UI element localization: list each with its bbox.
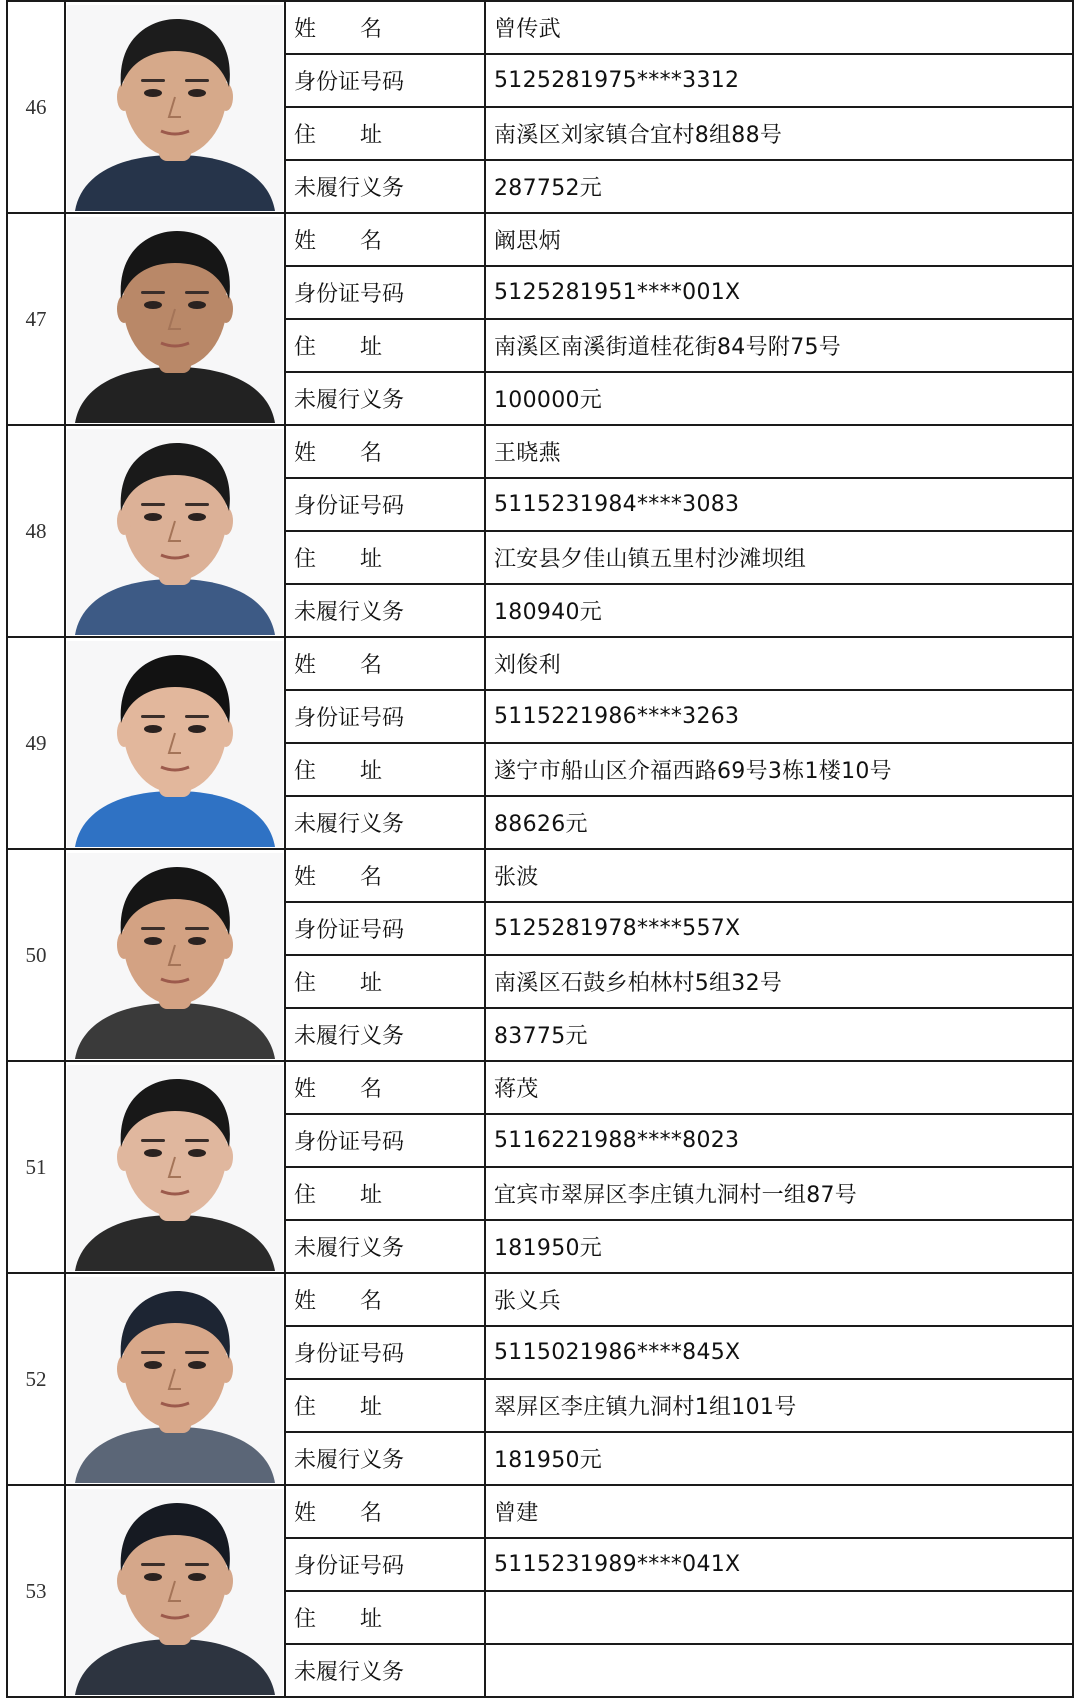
field-label-name: 姓 名 — [285, 213, 485, 266]
left-ear — [117, 507, 131, 535]
left-eyebrow — [141, 1139, 165, 1142]
field-value-id: 5115021986****845X — [485, 1326, 1073, 1379]
field-label-address: 住 址 — [285, 743, 485, 796]
right-eyebrow — [185, 503, 209, 506]
right-ear — [219, 295, 233, 323]
field-label-id: 身份证号码 — [285, 902, 485, 955]
left-ear — [117, 295, 131, 323]
field-value-address: 翠屏区李庄镇九洞村1组101号 — [485, 1379, 1073, 1432]
field-value-name: 曾建 — [485, 1485, 1073, 1538]
roster-body — [7, 1, 1073, 1697]
right-eyebrow — [185, 715, 209, 718]
field-label-debt: 未履行义务 — [285, 372, 485, 425]
left-eye — [144, 1149, 162, 1157]
right-eyebrow — [185, 291, 209, 294]
record-number: 47 — [7, 213, 65, 425]
field-value-id: 5116221988****8023 — [485, 1114, 1073, 1167]
field-value-id: 5115231984****3083 — [485, 478, 1073, 531]
photo-cell — [65, 637, 285, 849]
left-eyebrow — [141, 503, 165, 506]
field-label-address: 住 址 — [285, 531, 485, 584]
right-eye — [188, 937, 206, 945]
record-number: 51 — [7, 1061, 65, 1273]
field-value-debt: 180940元 — [485, 584, 1073, 637]
left-eyebrow — [141, 715, 165, 718]
field-label-debt: 未履行义务 — [285, 1644, 485, 1697]
photo-cell — [65, 425, 285, 637]
field-value-id: 5115231989****041X — [485, 1538, 1073, 1591]
portrait-photo — [67, 641, 283, 847]
field-label-address: 住 址 — [285, 1591, 485, 1644]
left-ear — [117, 1355, 131, 1383]
right-ear — [219, 1355, 233, 1383]
photo-cell — [65, 1, 285, 213]
left-eye — [144, 1573, 162, 1581]
left-eyebrow — [141, 291, 165, 294]
right-eye — [188, 301, 206, 309]
field-label-id: 身份证号码 — [285, 1326, 485, 1379]
field-label-id: 身份证号码 — [285, 690, 485, 743]
field-value-id: 5125281951****001X — [485, 266, 1073, 319]
field-value-id: 5125281978****557X — [485, 902, 1073, 955]
photo-cell — [65, 213, 285, 425]
field-value-id: 5125281975****3312 — [485, 54, 1073, 107]
right-eyebrow — [185, 927, 209, 930]
right-eye — [188, 1149, 206, 1157]
debtor-roster-sheet — [6, 0, 1072, 1685]
field-value-name: 刘俊利 — [485, 637, 1073, 690]
right-ear — [219, 931, 233, 959]
field-value-address: 南溪区刘家镇合宜村8组88号 — [485, 107, 1073, 160]
field-value-address: 南溪区石鼓乡柏林村5组32号 — [485, 955, 1073, 1008]
right-eyebrow — [185, 1139, 209, 1142]
photo-cell — [65, 1061, 285, 1273]
field-value-debt: 181950元 — [485, 1432, 1073, 1485]
left-eyebrow — [141, 79, 165, 82]
debtor-roster-table — [6, 0, 1074, 1698]
field-value-address — [485, 1591, 1073, 1644]
field-label-debt: 未履行义务 — [285, 796, 485, 849]
record-row-name — [7, 1485, 1073, 1538]
field-value-id: 5115221986****3263 — [485, 690, 1073, 743]
field-value-name: 阚思炳 — [485, 213, 1073, 266]
record-number: 50 — [7, 849, 65, 1061]
record-row-name — [7, 425, 1073, 478]
portrait-photo — [67, 1277, 283, 1483]
portrait-photo — [67, 5, 283, 211]
field-label-id: 身份证号码 — [285, 1538, 485, 1591]
field-label-id: 身份证号码 — [285, 266, 485, 319]
left-ear — [117, 719, 131, 747]
right-ear — [219, 507, 233, 535]
right-eye — [188, 1573, 206, 1581]
left-eyebrow — [141, 1563, 165, 1566]
right-eyebrow — [185, 79, 209, 82]
left-eyebrow — [141, 927, 165, 930]
record-row-name — [7, 213, 1073, 266]
field-value-name: 蒋茂 — [485, 1061, 1073, 1114]
field-value-name: 张波 — [485, 849, 1073, 902]
left-eye — [144, 1361, 162, 1369]
field-value-debt — [485, 1644, 1073, 1697]
photo-cell — [65, 849, 285, 1061]
right-ear — [219, 719, 233, 747]
field-label-address: 住 址 — [285, 1379, 485, 1432]
field-label-id: 身份证号码 — [285, 478, 485, 531]
field-label-address: 住 址 — [285, 107, 485, 160]
record-row-name — [7, 1, 1073, 54]
field-label-id: 身份证号码 — [285, 54, 485, 107]
field-label-address: 住 址 — [285, 319, 485, 372]
record-row-name — [7, 637, 1073, 690]
field-label-address: 住 址 — [285, 955, 485, 1008]
field-value-address: 遂宁市船山区介福西路69号3栋1楼10号 — [485, 743, 1073, 796]
right-eyebrow — [185, 1563, 209, 1566]
field-label-debt: 未履行义务 — [285, 160, 485, 213]
field-label-debt: 未履行义务 — [285, 584, 485, 637]
right-eye — [188, 89, 206, 97]
field-label-name: 姓 名 — [285, 849, 485, 902]
record-number: 52 — [7, 1273, 65, 1485]
field-value-debt: 83775元 — [485, 1008, 1073, 1061]
photo-cell — [65, 1485, 285, 1697]
left-ear — [117, 931, 131, 959]
field-value-address: 宜宾市翠屏区李庄镇九洞村一组87号 — [485, 1167, 1073, 1220]
field-value-debt: 88626元 — [485, 796, 1073, 849]
left-ear — [117, 1143, 131, 1171]
right-ear — [219, 83, 233, 111]
field-label-name: 姓 名 — [285, 425, 485, 478]
left-eye — [144, 725, 162, 733]
left-eye — [144, 513, 162, 521]
right-ear — [219, 1143, 233, 1171]
field-value-address: 江安县夕佳山镇五里村沙滩坝组 — [485, 531, 1073, 584]
left-eye — [144, 301, 162, 309]
field-label-name: 姓 名 — [285, 1273, 485, 1326]
right-eye — [188, 725, 206, 733]
record-number: 46 — [7, 1, 65, 213]
record-row-name — [7, 849, 1073, 902]
left-ear — [117, 1567, 131, 1595]
record-number: 49 — [7, 637, 65, 849]
field-label-id: 身份证号码 — [285, 1114, 485, 1167]
field-value-address: 南溪区南溪街道桂花街84号附75号 — [485, 319, 1073, 372]
left-ear — [117, 83, 131, 111]
field-value-name: 张义兵 — [485, 1273, 1073, 1326]
field-label-debt: 未履行义务 — [285, 1008, 485, 1061]
field-label-debt: 未履行义务 — [285, 1220, 485, 1273]
photo-cell — [65, 1273, 285, 1485]
left-eye — [144, 937, 162, 945]
portrait-photo — [67, 429, 283, 635]
record-number: 48 — [7, 425, 65, 637]
record-number: 53 — [7, 1485, 65, 1697]
right-ear — [219, 1567, 233, 1595]
field-label-address: 住 址 — [285, 1167, 485, 1220]
left-eye — [144, 89, 162, 97]
portrait-photo — [67, 1489, 283, 1695]
portrait-photo — [67, 853, 283, 1059]
right-eye — [188, 1361, 206, 1369]
field-label-debt: 未履行义务 — [285, 1432, 485, 1485]
field-value-debt: 100000元 — [485, 372, 1073, 425]
portrait-photo — [67, 1065, 283, 1271]
field-label-name: 姓 名 — [285, 637, 485, 690]
record-row-name — [7, 1061, 1073, 1114]
record-row-name — [7, 1273, 1073, 1326]
field-value-debt: 181950元 — [485, 1220, 1073, 1273]
right-eye — [188, 513, 206, 521]
field-value-debt: 287752元 — [485, 160, 1073, 213]
field-value-name: 曾传武 — [485, 1, 1073, 54]
field-label-name: 姓 名 — [285, 1485, 485, 1538]
portrait-photo — [67, 217, 283, 423]
field-value-name: 王晓燕 — [485, 425, 1073, 478]
field-label-name: 姓 名 — [285, 1061, 485, 1114]
field-label-name: 姓 名 — [285, 1, 485, 54]
right-eyebrow — [185, 1351, 209, 1354]
left-eyebrow — [141, 1351, 165, 1354]
